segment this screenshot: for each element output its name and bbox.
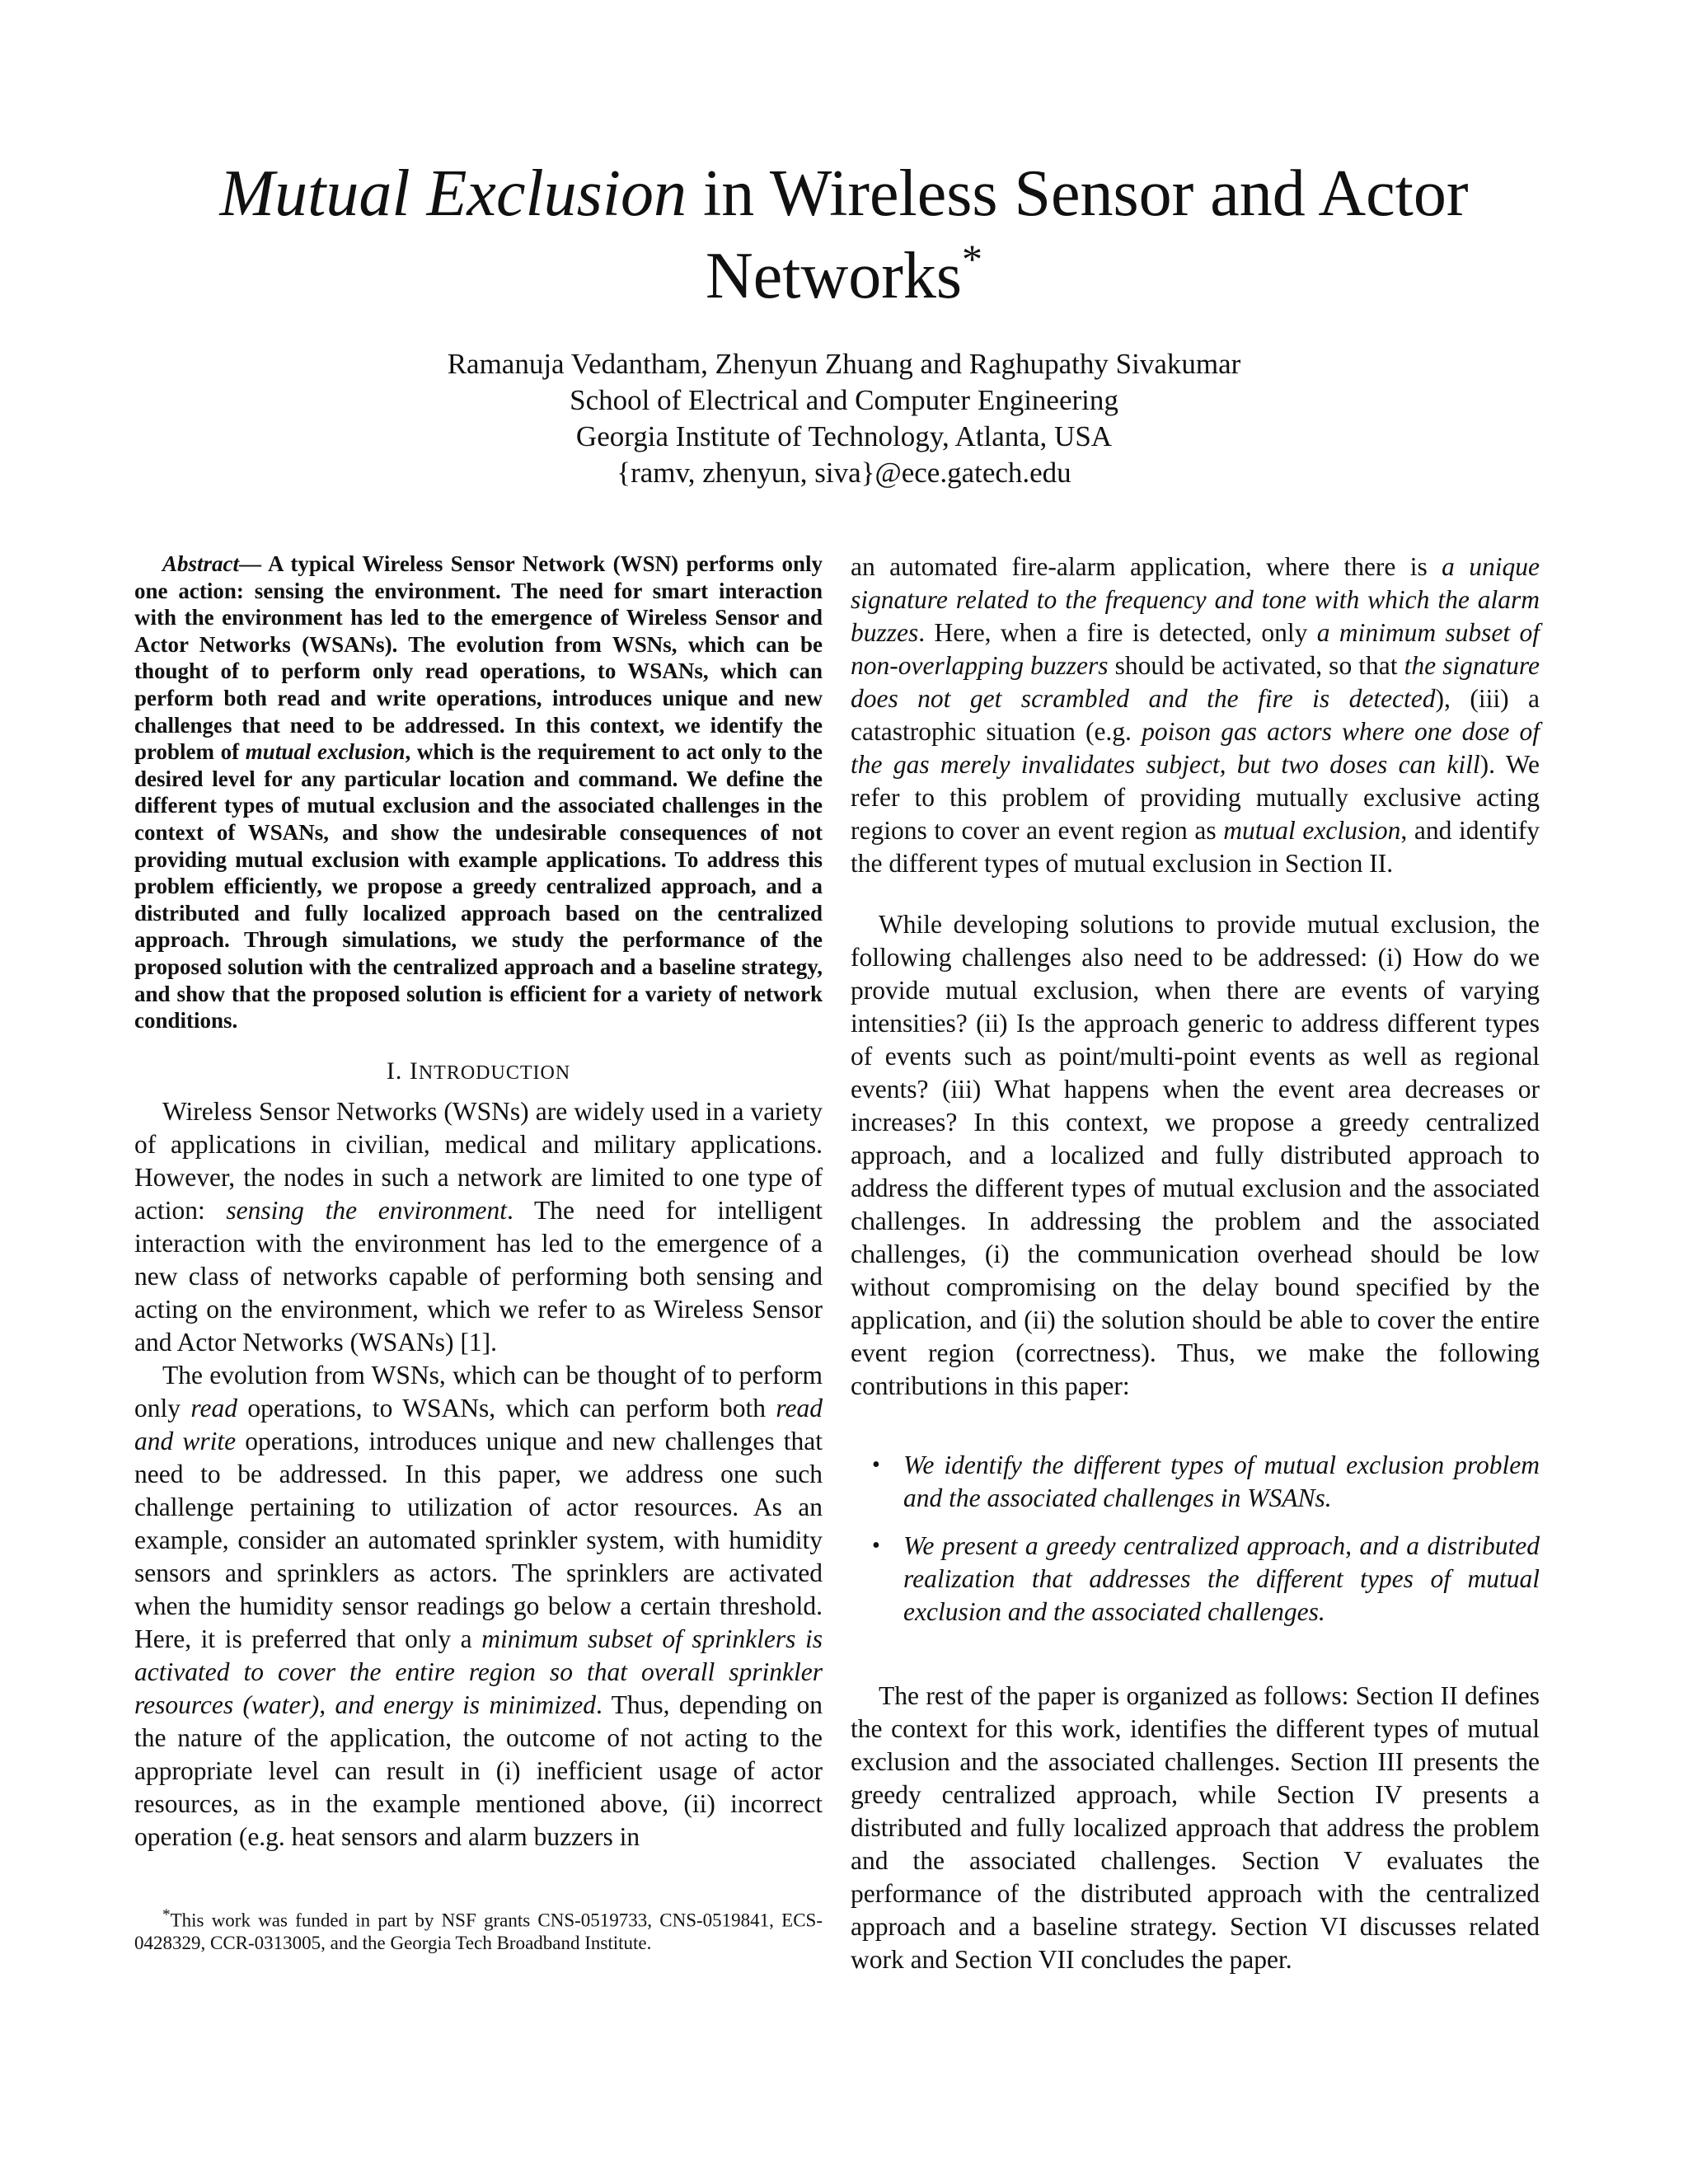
list-item: [851, 1449, 1540, 1515]
author-email: {ramv, zhenyun, siva}@ece.gatech.edu: [617, 457, 1071, 489]
left-column: [134, 551, 823, 1854]
bullet-icon: •: [872, 1533, 880, 1558]
text-run: an automated fire-alarm application, where there is: [851, 552, 1442, 581]
emphasis: the signature does not get scrambled and the fire is detected: [851, 651, 1540, 713]
text-run: . Thus, depending on the nature of the application, the outcome of not acting to the appropriate level can result in (i) inefficient usage of actor resources, as in the example mentioned above, (ii) incorrect operation (e.g. heat sensors and alarm buzzers in: [134, 1690, 823, 1851]
intro-paragraph-1: [134, 1095, 823, 1359]
paper-title: [132, 152, 1556, 317]
abstract: [134, 551, 823, 1034]
text-run: ), (iii) a catastrophic situation (e.g.: [851, 684, 1540, 746]
intro-paragraph-2-continued: [851, 551, 1540, 880]
text-run: should be activated, so that: [1108, 651, 1404, 680]
section-smallcaps: NTRODUCTION: [418, 1062, 571, 1084]
emphasis: poison gas actors where one dose of the gas merely invalidates subject, but two doses can kill: [851, 717, 1540, 779]
intro-paragraph-2: [134, 1359, 823, 1854]
author-block: [247, 346, 1441, 491]
author-names: Ramanuja Vedantham, Zhenyun Zhuang and Raghupathy Sivakumar: [447, 348, 1241, 380]
text-run: . The need for intelligent interaction with the environment has led to the emergence of a new class of networks capable of performing both sensing and acting on the environment, which we refer to as Wireless Sensor and Actor Networks (WSANs) [1].: [134, 1195, 823, 1357]
emphasis: read: [190, 1393, 237, 1422]
emphasis: mutual exclusion: [1223, 816, 1401, 845]
section-first-letter: I: [409, 1057, 419, 1085]
footnote: [134, 1904, 823, 1954]
emphasis: a unique signature related to the frequency and tone with which the alarm buzzes: [851, 552, 1540, 647]
title-rest: in Wireless Sensor and Actor Networks: [687, 157, 1469, 312]
emphasis: minimum subset of sprinklers is activated to cover the entire region so that overall sprinkler resources (water), and energy is minimized: [134, 1624, 823, 1719]
institution: Georgia Institute of Technology, Atlanta, USA: [575, 420, 1113, 452]
text-run: operations, introduces unique and new challenges that need to be addressed. In this paper, we address one such challenge pertaining to utilization of actor resources. As an example, consider an automated sprinkler system, with humidity sensors and sprinklers as actors. The sprinklers are activated when the humidity sensor readings go below a certain threshold. Here, it is preferred that only a: [134, 1426, 823, 1653]
title-italic: Mutual Exclusion: [219, 157, 687, 230]
emphasis: read and write: [134, 1393, 823, 1455]
list-item: [851, 1530, 1540, 1629]
paragraph-gap: [851, 880, 1540, 908]
abstract-label: Abstract: [162, 551, 240, 576]
intro-paragraph-challenges: While developing solutions to provide mutual exclusion, the following challenges also need to be addressed: (i) How do we provide mutual exclusion, when there are events of varying intensities? (ii) Is the approach generic to address different types of events such as point/multi-point events as well as regional events? (iii) What happens when the event area decreases or increases? In this context, we propose a greedy centralized approach, and a localized and fully distributed approach to address the different types of mutual exclusion and the associated challenges. In addressing the problem and the associated challenges, (i) the communication overhead should be low without compromising on the delay bound specified by the application, and (ii) the solution should be able to cover the entire event region (correctness). Thus, we make the following contributions in this paper:: [851, 910, 1540, 1400]
text-run: ). We refer to this problem of providing mutually exclusive acting regions to cover an event region as: [851, 750, 1540, 845]
text-run: , and identify the different types of mutual exclusion in Section II.: [851, 816, 1540, 878]
paragraph-gap: [851, 1643, 1540, 1680]
emphasis: a minimum subset of non-overlapping buzzers: [851, 618, 1540, 680]
contribution-2: We present a greedy centralized approach, and a distributed realization that addresses the different types of mutual exclusion and the associated challenges.: [903, 1531, 1540, 1626]
text-run: Wireless Sensor Networks (WSNs) are widely used in a variety of applications in civilian, medical and military applications. However, the nodes in such a network are limited to one type of action:: [134, 1096, 823, 1225]
footnote-mark: *: [162, 1906, 171, 1924]
intro-paragraph-organization: The rest of the paper is organized as follows: Section II defines the context for this work, identifies the different types of mutual exclusion and the associated challenges. Section III presents the greedy centralized approach, while Section IV presents a distributed and fully localized approach that address the problem and the associated challenges. Section V evaluates the performance of the distributed approach with the centralized approach and a baseline strategy. Section VI discusses related work and Section VII concludes the paper.: [851, 1681, 1540, 1974]
emphasis: sensing the environment: [226, 1195, 508, 1225]
footnote-text: This work was funded in part by NSF grants CNS-0519733, CNS-0519841, ECS-0428329, CCR-0313005, and the Georgia Tech Broadband Institute.: [134, 1910, 823, 1953]
text-run: operations, to WSANs, which can perform both: [237, 1393, 776, 1422]
paragraph-gap: [851, 1403, 1540, 1449]
text-run: . Here, when a fire is detected, only: [918, 618, 1317, 647]
title-footnote-mark: *: [962, 236, 983, 282]
section-heading-introduction: [134, 1057, 823, 1085]
abstract-text-1: A typical Wireless Sensor Network (WSN) performs only one action: sensing the environment. The need for smart interaction with the environment has led to the emergence of Wireless Sensor and Actor Networks (WSANs). The evolution from WSNs, which can be thought of to perform only read operations, to WSANs, which can perform both read and write operations, introduces unique and new challenges that need to be addressed. In this context, we identify the problem of: [134, 551, 823, 765]
bullet-icon: •: [872, 1452, 880, 1478]
affiliation: School of Electrical and Computer Engineering: [570, 384, 1118, 416]
right-column: [851, 551, 1540, 1976]
abstract-dash: —: [239, 551, 268, 576]
contributions-list: [851, 1449, 1540, 1629]
contribution-1: We identify the different types of mutual exclusion problem and the associated challenges in WSANs.: [903, 1451, 1540, 1512]
abstract-text-2: , which is the requirement to act only to the desired level for any particular location and command. We define the different types of mutual exclusion and the associated challenges in the context of WSANs, and show the undesirable consequences of not providing mutual exclusion with example applications. To address this problem efficiently, we propose a greedy centralized approach, and a distributed and fully localized approach based on the centralized approach. Through simulations, we study the performance of the proposed solution with the centralized approach and a baseline strategy, and show that the proposed solution is efficient for a variety of network conditions.: [134, 739, 823, 1033]
text-run: The evolution from WSNs, which can be thought of to perform only: [134, 1360, 823, 1422]
section-numeral: I.: [386, 1057, 410, 1085]
abstract-term: mutual exclusion: [245, 739, 406, 765]
